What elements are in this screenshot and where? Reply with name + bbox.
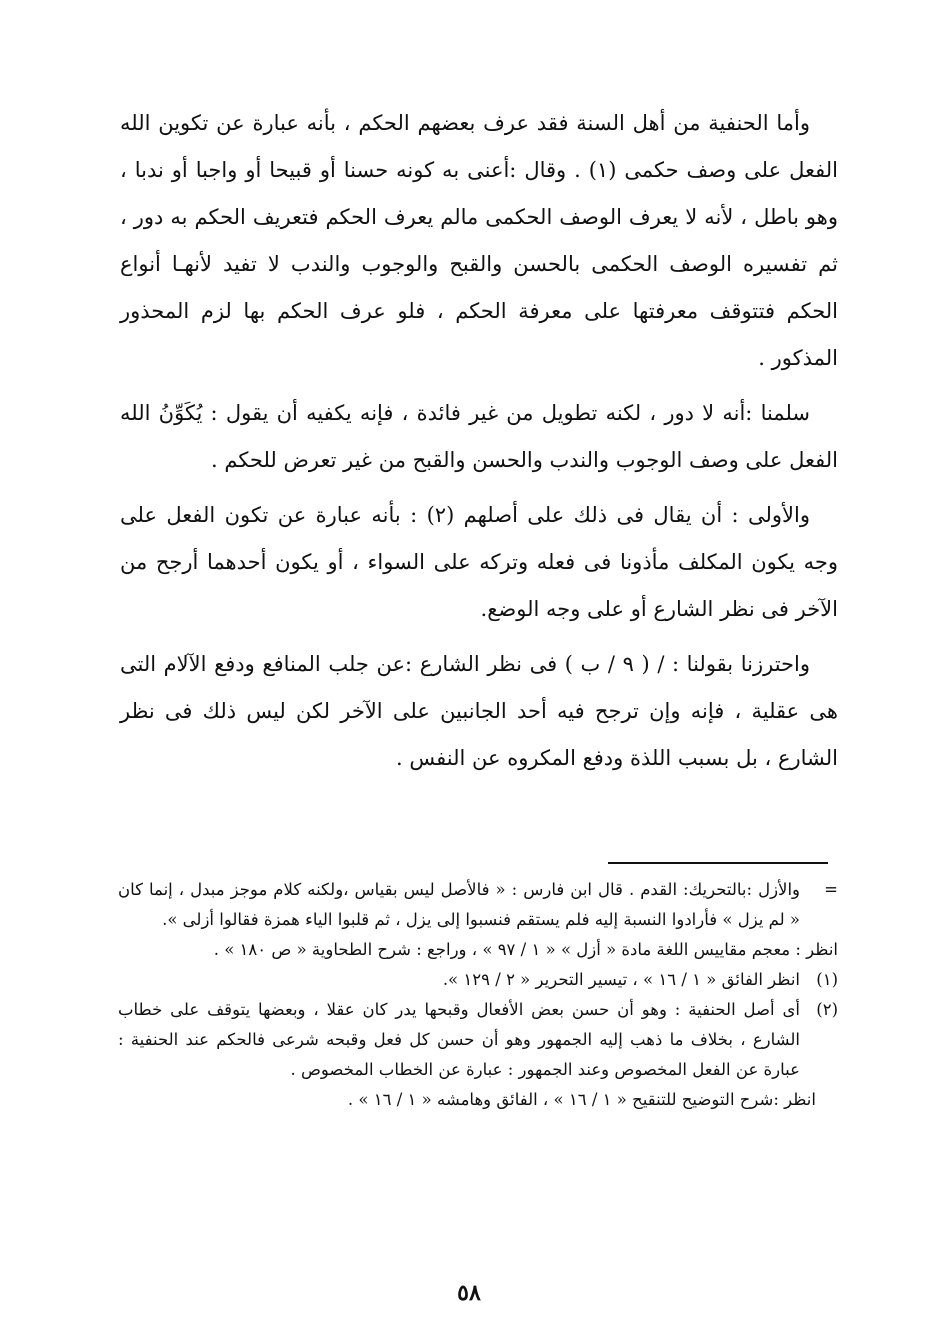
main-text [120,100,838,790]
page-number: ٥٨ [457,1280,481,1306]
paragraph-3: والأولى : أن يقال فى ذلك على أصلهم (٢) : بأنه عبارة عن تكون الفعل على وجه يكون المكلف مأذونا فى فعله وتركه على السواء ، أو يكون أحدهما أرجح من الآخر فى نظر الشارع أو على وجه الوضع. [120,503,838,621]
footnote-1-mark: (١) [816,970,838,989]
footnote-separator [608,862,828,864]
paragraph-1: وأما الحنفية من أهل السنة فقد عرف بعضهم الحكم ، بأنه عبارة عن تكوين الله الفعل على وصف حكمى (١) . وقال :أعنى به كونه حسنا أو قبيحا أو واجبا أو ندبا ، وهو باطل ، لأنه لا يعرف الوصف الحكمى مالم يعرف الحكم فتعريف الحكم به دور ، ثم تفسيره الوصف الحكمى بالحسن والقبح والوجوب والندب لا تفيد لأنهـا أنواع الحكم فتتوقف معرفتها على معرفة الحكم ، فلو عرف الحكم بها لزم المحذور المذكور . [120,111,838,370]
footnote-continuation [118,875,838,935]
continuation-text: والأزل :بالتحريك: القدم . قال ابن فارس : « فالأصل ليس بقياس ،ولكنه كلام موجز مبدل ، إنما كان « لم يزل » فأرادوا النسبة إليه فلم يستقم فنسبوا إلى يزل ، ثم قلبوا الياء همزة فقالوا أزلى ». [118,880,800,929]
paragraph-2: سلمنا :أنه لا دور ، لكنه تطويل من غير فائدة ، فإنه يكفيه أن يقول : يُكَوِّنُ الله الفعل على وصف الوجوب والندب والحسن والقبح من غير تعرض للحكم . [120,401,838,472]
footnote-2-text: أى أصل الحنفية : وهو أن حسن بعض الأفعال وقبحها يدر كان عقلا ، وبعضها يتوقف على خطاب الشارع ، بخلاف ما ذهب إليه الجمهور وهو أن حسن كل فعل وقبحه شرعى فالحكم عند الحنفية : عبارة عن الفعل المخصوص وعند الجمهور : عبارة عن الخطاب المخصوص . [118,1000,800,1079]
continuation-mark: = [824,880,838,899]
continuation-source-text: انظر : معجم مقاييس اللغة مادة « أزل » « ١ / ٩٧ » ، وراجع : شرح الطحاوية « ص ١٨٠ » . [213,940,838,959]
footnote-2-source-text: انظر :شرح التوضيح للتنقيح « ١ / ١٦ » ، الفائق وهامشه « ١ / ١٦ » . [347,1090,816,1109]
footnote-2-mark: (٢) [816,1000,838,1019]
footnote-2 [118,995,838,1085]
footnote-2-source [118,1085,838,1115]
footnote-1-text: انظر الفائق « ١ / ١٦ » ، تيسير التحرير « ٢ / ١٢٩ ». [442,970,800,989]
footnote-continuation-source [118,935,838,965]
paragraph-4: واحترزنا بقولنا : / ( ٩ / ب ) فى نظر الشارع :عن جلب المنافع ودفع الآلام التى هى عقلية ، فإنه وإن ترجح فيه أحد الجانبين على الآخر لكن ليس ذلك فى نظر الشارع ، بل بسبب اللذة ودفع المكروه عن النفس . [120,652,838,770]
footnote-1 [118,965,838,995]
footnotes [118,875,838,1115]
